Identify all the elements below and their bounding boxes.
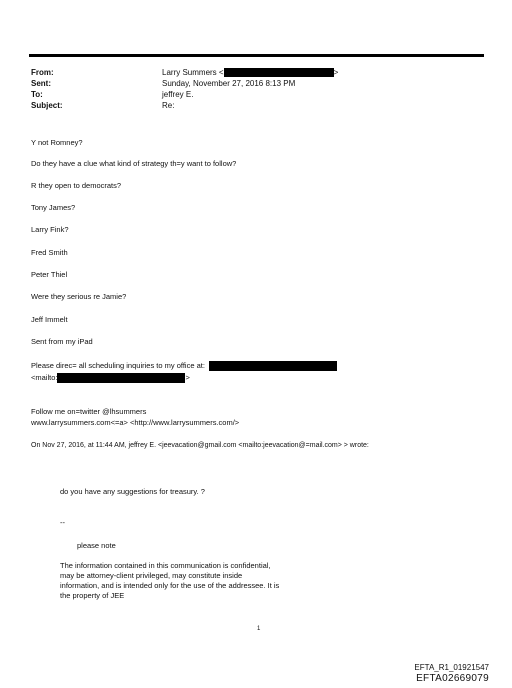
doc-id-large: EFTA02669079 — [416, 673, 489, 684]
body-line: Jeff Immelt — [31, 315, 68, 324]
from-name: Larry Summers < — [162, 68, 224, 77]
body-line: Tony James? — [31, 203, 76, 212]
disclaimer: The information contained in this communication is confidential, may be attorney-client privileged, may constitute inside information, and is intended only for the use of the addressee. It is the property of JEE — [60, 561, 280, 600]
mailto-end: > — [185, 373, 190, 382]
sent-value: Sunday, November 27, 2016 8:13 PM — [162, 79, 296, 88]
document-ids — [414, 663, 489, 685]
follow-line-2: www.larrysummers.com<=a> <http://www.larrysummers.com/> — [31, 418, 240, 427]
from-value — [162, 68, 338, 78]
redaction-box — [224, 68, 334, 77]
redaction-box — [209, 361, 337, 371]
quote-header: On Nov 27, 2016, at 11:44 AM, jeffrey E. <jeevacation@gmail.com <mailto:jeevacation@=mail.com> > wrote: — [31, 442, 369, 449]
body-line: Do they have a clue what kind of strategy th=y want to follow? — [31, 159, 237, 168]
subject-label: Subject: — [31, 101, 63, 110]
body-line: Y not Romney? — [31, 138, 83, 147]
body-line: Larry Fink? — [31, 225, 69, 234]
follow-line-1: Follow me on=twitter @lhsummers — [31, 407, 147, 416]
from-label: From: — [31, 68, 54, 77]
scheduling-line-1 — [31, 361, 337, 371]
body-line: Peter Thiel — [31, 270, 68, 279]
redaction-box — [57, 373, 185, 383]
to-label: To: — [31, 90, 43, 99]
to-value: jeffrey E. — [162, 90, 194, 99]
header-rule — [29, 54, 484, 57]
note-title: please note — [77, 541, 116, 550]
page-number: 1 — [257, 626, 261, 632]
mailto-start: <mailto: — [31, 373, 58, 382]
subject-value: Re: — [162, 101, 175, 110]
quoted-separator: -- — [60, 518, 65, 527]
body-line: Sent from my iPad — [31, 337, 93, 346]
sent-label: Sent: — [31, 79, 51, 88]
doc-id-small: EFTA_R1_01921547 — [414, 663, 489, 672]
from-end: > — [333, 68, 339, 77]
scheduling-line-2 — [31, 373, 190, 383]
email-header — [31, 68, 491, 112]
body-line: R they open to democrats? — [31, 181, 122, 190]
scheduling-text: Please direc= all scheduling inquiries to my office at: — [31, 361, 205, 370]
quoted-question: do you have any suggestions for treasury. ? — [60, 487, 205, 496]
body-line: Were they serious re Jamie? — [31, 292, 127, 301]
body-line: Fred Smith — [31, 248, 68, 257]
